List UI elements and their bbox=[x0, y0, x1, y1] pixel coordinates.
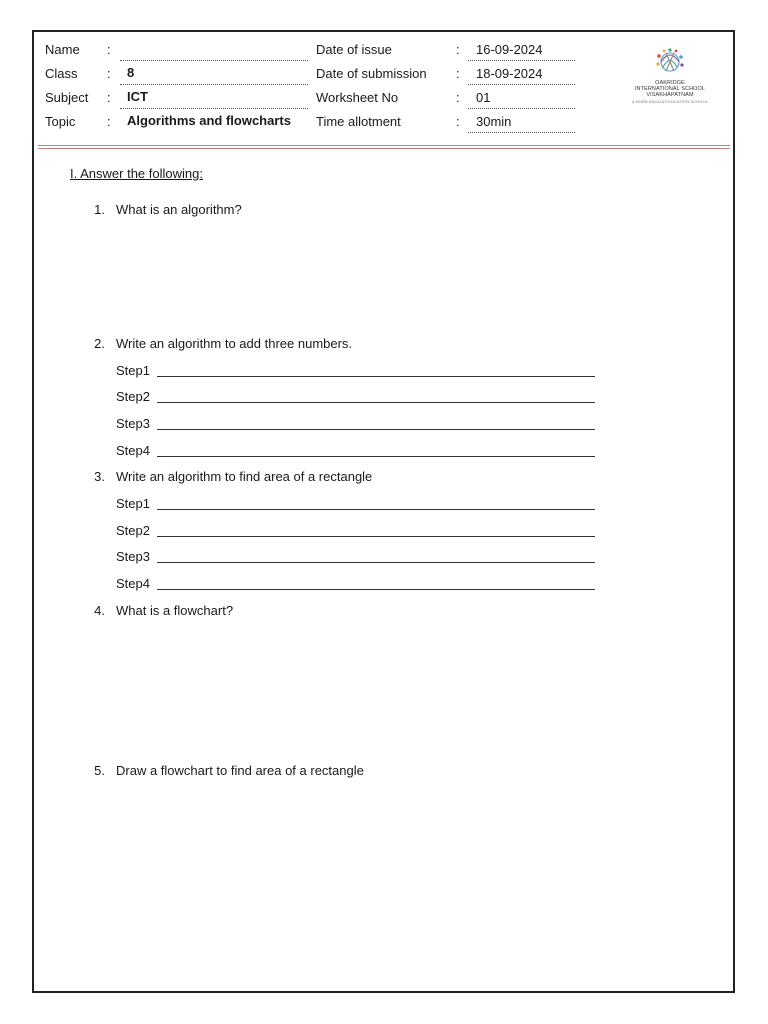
question-number: 4. bbox=[94, 603, 105, 618]
question-number: 1. bbox=[94, 202, 105, 217]
answer-line[interactable] bbox=[157, 562, 595, 563]
step-label: Step1 bbox=[116, 496, 150, 511]
issue-value: 16-09-2024 bbox=[476, 42, 543, 57]
step-label: Step3 bbox=[116, 549, 150, 564]
worksheet-underline bbox=[468, 108, 575, 109]
logo-line-2: INTERNATIONAL SCHOOL bbox=[634, 86, 706, 92]
step-label: Step2 bbox=[116, 389, 150, 404]
subject-label: Subject bbox=[45, 90, 89, 105]
section-heading: I. Answer the following: bbox=[70, 166, 203, 181]
worksheet-colon: : bbox=[456, 90, 460, 105]
question-text: What is a flowchart? bbox=[116, 603, 234, 618]
class-label: Class bbox=[45, 66, 78, 81]
class-value: 8 bbox=[127, 65, 135, 80]
question-text: Write an algorithm to add three numbers. bbox=[116, 336, 353, 351]
question-text: Draw a flowchart to find area of a rectangle bbox=[116, 763, 364, 778]
answer-line[interactable] bbox=[157, 509, 595, 510]
question-number: 5. bbox=[94, 763, 105, 778]
answer-line[interactable] bbox=[157, 429, 595, 430]
worksheet-label: Worksheet No bbox=[316, 90, 399, 105]
name-label: Name bbox=[45, 42, 80, 57]
answer-line[interactable] bbox=[157, 376, 595, 377]
class-underline bbox=[120, 84, 308, 85]
submission-colon: : bbox=[456, 66, 460, 81]
question-text: What is an algorithm? bbox=[116, 202, 242, 217]
name-colon: : bbox=[107, 42, 111, 57]
topic-colon: : bbox=[107, 114, 111, 129]
submission-underline bbox=[468, 84, 575, 85]
step-label: Step4 bbox=[116, 443, 150, 458]
subject-underline bbox=[120, 108, 308, 109]
issue-colon: : bbox=[456, 42, 460, 57]
topic-label: Topic bbox=[45, 114, 76, 129]
subject-colon: : bbox=[107, 90, 111, 105]
logo-line-1: OAKRIDGE bbox=[655, 80, 685, 86]
step-label: Step3 bbox=[116, 416, 150, 431]
answer-line[interactable] bbox=[157, 589, 595, 590]
worksheet-value: 01 bbox=[476, 90, 491, 105]
time-colon: : bbox=[456, 114, 460, 129]
topic-value: Algorithms and flowcharts bbox=[127, 113, 291, 128]
class-colon: : bbox=[107, 66, 111, 81]
time-value: 30min bbox=[476, 114, 512, 129]
logo-line-3: VISAKHAPATNAM bbox=[646, 92, 694, 98]
answer-line[interactable] bbox=[157, 402, 595, 403]
school-logo bbox=[620, 46, 720, 110]
question-text: Write an algorithm to find area of a rectangle bbox=[116, 469, 373, 484]
header-divider-bottom bbox=[38, 148, 730, 149]
logo-line-4: A NORD ANGLIA EDUCATION SCHOOL bbox=[631, 99, 709, 104]
step-label: Step2 bbox=[116, 523, 150, 538]
header-divider-top bbox=[38, 145, 730, 146]
submission-label: Date of submission bbox=[316, 66, 427, 81]
question-number: 2. bbox=[94, 336, 105, 351]
answer-line[interactable] bbox=[157, 536, 595, 537]
issue-label: Date of issue bbox=[316, 42, 392, 57]
time-underline bbox=[468, 132, 575, 133]
logo-emblem-icon bbox=[620, 46, 720, 80]
time-label: Time allotment bbox=[316, 114, 401, 129]
answer-line[interactable] bbox=[157, 456, 595, 457]
name-underline bbox=[120, 60, 308, 61]
step-label: Step4 bbox=[116, 576, 150, 591]
issue-underline bbox=[468, 60, 575, 61]
step-label: Step1 bbox=[116, 363, 150, 378]
submission-value: 18-09-2024 bbox=[476, 66, 543, 81]
subject-value: ICT bbox=[127, 89, 148, 104]
question-number: 3. bbox=[94, 469, 105, 484]
